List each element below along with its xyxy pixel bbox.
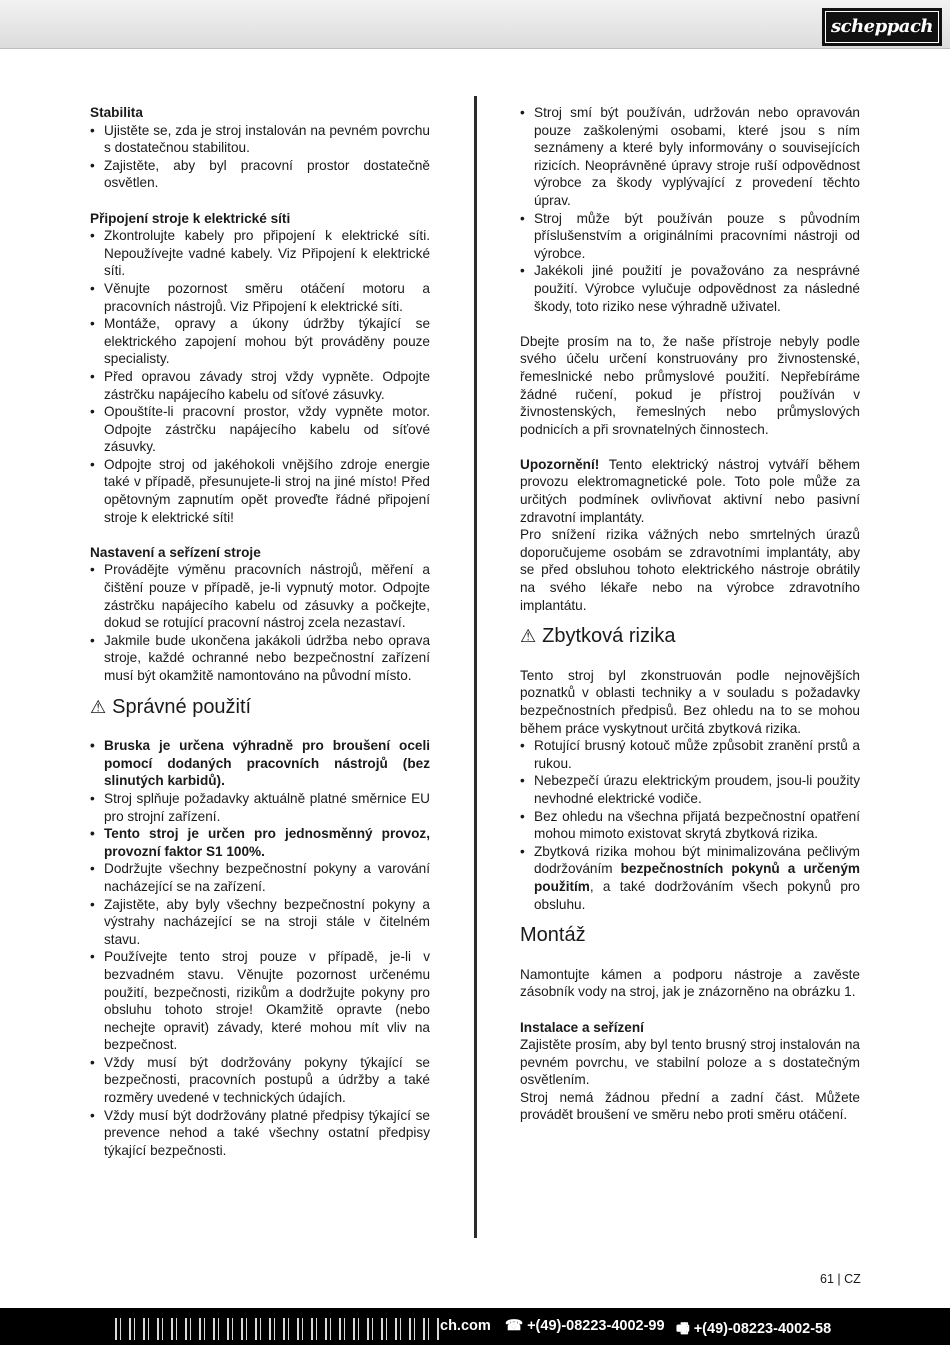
emf-warning: [520, 456, 860, 526]
spravne-list: [90, 737, 430, 1159]
list-item: • Montáže, opravy a úkony údržby týkající se elektrického zapojení mohou být prováděny pouze specialisty.: [90, 315, 430, 368]
scheppach-logo: scheppach: [822, 8, 942, 46]
text-part: Zbytková rizika mohou být minimalizována pečlivým dodržováním: [534, 843, 860, 877]
instalace-text: Zajistěte prosím, aby byl tento brusný stroj instalován na pevném povrchu, ve stabilní poloze a s dostatečným osvětlením.: [520, 1037, 860, 1088]
list-item: • Opouštíte-li pracovní prostor, vždy vypněte motor. Odpojte zástrčku napájecího kabelu od síťové zásuvky.: [90, 403, 430, 456]
header-bar: [0, 0, 950, 49]
bold-part: bezpečnostních pokynů a určeným použitím: [534, 861, 861, 894]
commercial-use-note: Dbejte prosím na to, že naše přístroje nebyly podle svého účelu určení konstruovány pro živnostenské, řemeslnické nebo průmyslové použití. Nepřebíráme žádné ručení, pokud je přístroj používán v živnostenských, řemeslných nebo průmyslových podnicích a při srovnatelných činnostech.: [520, 333, 860, 437]
section-title-pripojeni: Připojení stroje k elektrické síti: [90, 210, 291, 226]
list-item: • Bruska je určena výhradně pro broušení oceli pomocí dodaných pracovních nástrojů (bez slinutých karbidů).: [90, 737, 430, 790]
list-item: • Odpojte stroj od jakéhokoli vnějšího zdroje energie také v případě, přesunujete-li stroj na jiné místo! Před opětovným zapnutím opět proveďte řádné připojení stroje k elektrické síti!: [90, 456, 430, 526]
footer-fax: 🖷 +(49)-08223-4002-58: [676, 1321, 832, 1337]
footer-website-glyphs: [115, 1318, 440, 1340]
list-item: • Provádějte výměnu pracovních nástrojů, měření a čištění pouze v případě, je-li vypnutý motor. Odpojte zástrčku napájecího kabelu od zásuvky a počkejte, dokud se rotující pracovní nástroj zcela nezastaví.: [90, 561, 430, 631]
section-heading-zbytkova-rizika: [520, 623, 860, 649]
warning-text: Tento elektrický nástroj vytváří během provozu elektromagnetické pole. Toto pole může za určitých podmínek ovlivňovat aktivní nebo pasivní zdravotní implantáty.: [520, 456, 860, 525]
list-item: • Věnujte pozornost směru otáčení motoru a pracovních nástrojů. Viz Připojení k elektrické síti.: [90, 280, 430, 315]
list-item: • Bez ohledu na všechna přijatá bezpečnostní opatření mohou mimoto existovat skrytá zbytková rizika.: [520, 808, 860, 843]
list-item: • Stroj splňuje požadavky aktuálně platné směrnice EU pro strojní zařízení.: [90, 790, 430, 825]
list-item: • Tento stroj je určen pro jednosměnný provoz, provozní faktor S1 100%.: [90, 825, 430, 860]
list-item: • Ujistěte se, zda je stroj instalován na pevném povrchu s dostatečnou stabilitou.: [90, 122, 430, 157]
list-item: • Zkontrolujte kabely pro připojení k elektrické síti. Nepoužívejte vadné kabely. Viz Připojení k elektrické síti.: [90, 227, 430, 280]
warning-label: Upozornění!: [520, 456, 600, 472]
list-item: • Jakmile bude ukončena jakákoli údržba nebo oprava stroje, každé ochranné nebo bezpečnostní zařízení musí být okamžitě namontováno na původní místo.: [90, 632, 430, 685]
footer-website: ch.com: [440, 1318, 491, 1334]
column-divider: [474, 96, 477, 1238]
list-item: • Stroj smí být používán, udržován nebo opravován pouze zaškolenými osobami, které jsou s ním seznámeny a které byly informovány o souvisejících rizicích. Neoprávněné úpravy stroje ruší odpovědnost výrobce za škody vyplývající z provedení těchto úprav.: [520, 104, 860, 210]
residual-risk-list: [520, 737, 860, 913]
warning-triangle-icon: ⚠: [520, 626, 537, 647]
list-item: • Dodržujte všechny bezpečnostní pokyny a varování nacházející se na zařízení.: [90, 860, 430, 895]
right-column: [520, 104, 860, 1124]
usage-list: [520, 104, 860, 315]
list-item: • Nebezpečí úrazu elektrickým proudem, jsou-li použity nevhodné elektrické vodiče.: [520, 772, 860, 807]
section-title-nastaveni: Nastavení a seřízení stroje: [90, 544, 261, 560]
list-item: • Rotující brusný kotouč může způsobit zranění prstů a rukou.: [520, 737, 860, 772]
stabilita-list: [90, 122, 430, 192]
warning-triangle-icon: ⚠: [90, 696, 107, 717]
residual-risk-intro: Tento stroj byl zkonstruován podle nejnovějších poznatků v oblasti techniky a v souladu s požadavky bezpečnostních předpisů. Bez ohledu na to se mohou během práce vyskytnout určitá zbytková rizika.: [520, 667, 860, 736]
list-item: • Před opravou závady stroj vždy vypněte. Odpojte zástrčku napájecího kabelu od síťové zásuvky.: [90, 368, 430, 403]
text-part: , a také dodržováním všech pokynů pro obsluhu.: [534, 878, 860, 912]
list-item: • Zajistěte, aby byly všechny bezpečnostní pokyny a výstrahy nacházející se na stroji stále v čitelném stavu.: [90, 896, 430, 949]
list-item: • Vždy musí být dodržovány platné předpisy týkající se prevence nehod a také všechny ostatní předpisy týkající bezpečnosti.: [90, 1107, 430, 1160]
section-title-instalace: Instalace a seřízení: [520, 1019, 644, 1035]
section-heading-spravne-pouziti: [90, 694, 430, 720]
heading-text: Zbytková rizika: [542, 625, 676, 648]
page-number: 61 | CZ: [820, 1272, 861, 1286]
footer-bar: [0, 1308, 950, 1345]
pripojeni-list: [90, 227, 430, 526]
nastaveni-list: [90, 561, 430, 684]
list-item: • Jakékoli jiné použití je považováno za nesprávné použití. Výrobce vylučuje odpovědnost za následné škody, toto riziko nese výhradně uživatel.: [520, 262, 860, 315]
list-item: [520, 843, 860, 913]
section-title-stabilita: Stabilita: [90, 105, 143, 120]
implant-advice: Pro snížení rizika vážných nebo smrtelných úrazů doporučujeme osobám se zdravotními implantáty, aby se před obsluhou tohoto elektrického nástroje obrátily na svého lékaře nebo na výrobce zdravotního implantátu.: [520, 527, 860, 613]
heading-text: Správné použití: [112, 695, 252, 718]
list-item: • Používejte tento stroj pouze v případě, je-li v bezvadném stavu. Věnujte pozornost určenému použití, bezpečnosti, rizikům a dodržujte pokyny pro obsluhu tohoto stroje! Okamžitě opravte (nebo nechejte opravit) závady, které mohou mít vliv na bezpečnost.: [90, 948, 430, 1054]
section-heading-montaz: Montáž: [520, 924, 586, 947]
direction-text: Stroj nemá žádnou přední a zadní část. Můžete provádět broušení ve směru nebo proti směru otáčení.: [520, 1089, 860, 1123]
list-item: • Stroj může být používán pouze s původním příslušenstvím a originálními pracovními nástroji od výrobce.: [520, 210, 860, 263]
footer-phone: ☎ +(49)-08223-4002-99: [505, 1318, 665, 1334]
list-item: • Vždy musí být dodržovány pokyny týkající se bezpečnosti, pracovních postupů a údržby a také rozměry uvedené v technických údajích.: [90, 1054, 430, 1107]
montaz-text: Namontujte kámen a podporu nástroje a zavěste zásobník vody na stroj, jak je znázorněno na obrázku 1.: [520, 966, 860, 1000]
list-item: • Zajistěte, aby byl pracovní prostor dostatečně osvětlen.: [90, 157, 430, 192]
left-column: [90, 104, 430, 1159]
